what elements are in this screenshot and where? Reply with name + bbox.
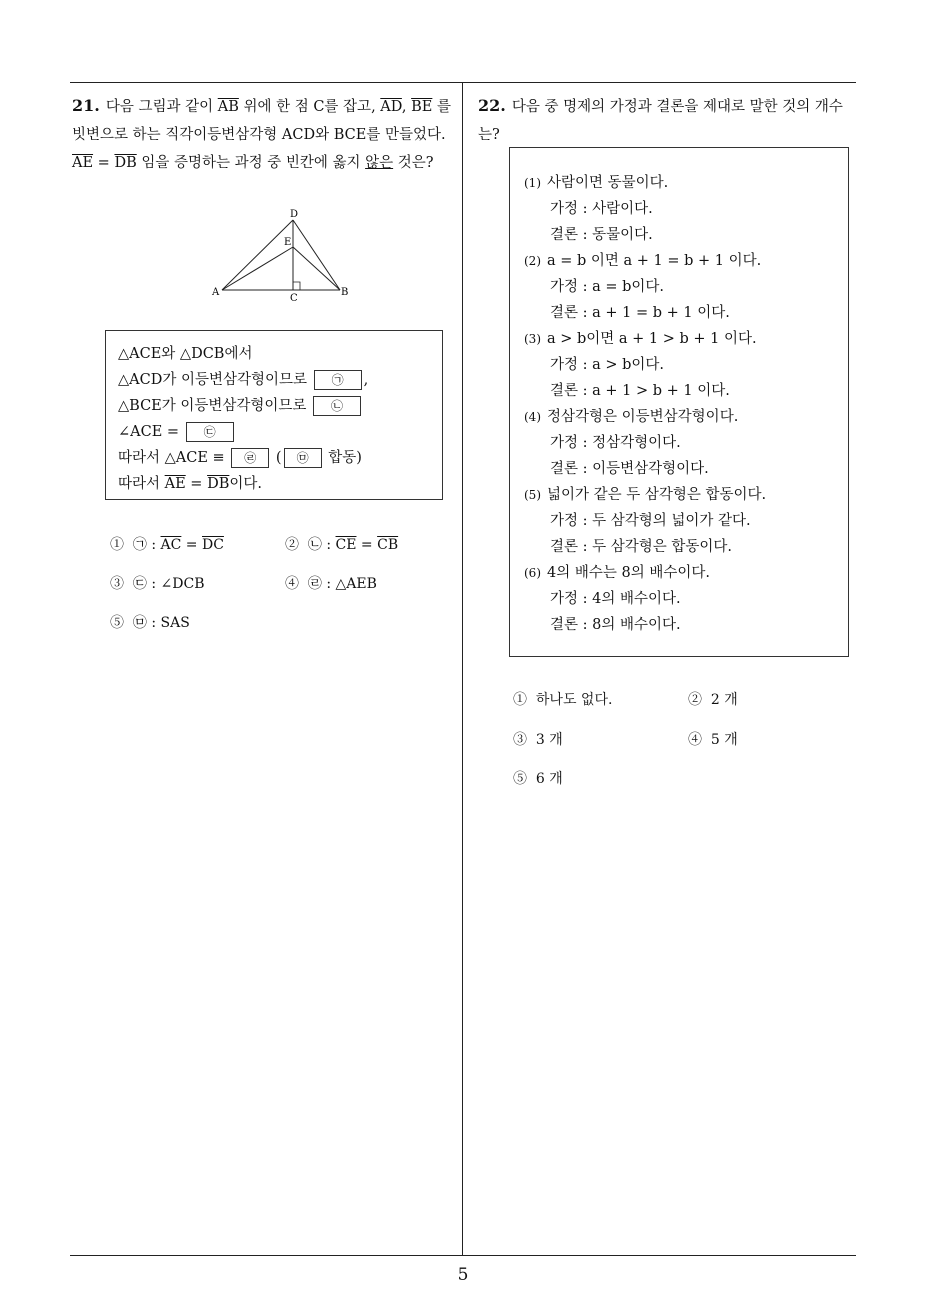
proof-line-3	[118, 393, 430, 419]
choice-4[interactable]	[285, 573, 377, 593]
label-c: C	[290, 293, 298, 304]
statement-4	[524, 404, 834, 482]
choice-text: ㉤ : SAS	[132, 615, 190, 631]
segment-ae: $\overline{AE}$	[164, 476, 186, 492]
choice-text: =	[356, 537, 378, 553]
choice-text: 2 개	[710, 692, 738, 708]
statement-3	[524, 326, 834, 404]
label-b: B	[341, 287, 349, 298]
blank-5: ㉤	[284, 448, 322, 468]
choice-text: ㉢ : ∠DCB	[132, 576, 205, 592]
q21-text: ,	[401, 99, 412, 115]
choice-mark: ④	[688, 732, 702, 748]
choice-mark: ⑤	[513, 771, 527, 787]
segment-db: $\overline{DB}$	[114, 155, 137, 171]
choice-text: 5 개	[710, 732, 738, 748]
statement-number: (3)	[524, 332, 541, 346]
proof-line-5: 따라서 △ACE ≡ ㉣ ( ㉤ 합동)	[118, 450, 362, 466]
label-e: E	[284, 237, 292, 248]
segment-dc: $\overline{DC}$	[202, 537, 224, 553]
bottom-rule	[70, 1255, 856, 1256]
proof-line-1: △ACE와 △DCB에서	[118, 346, 253, 362]
label-a: A	[212, 287, 220, 298]
triangle-figure	[205, 205, 355, 305]
question-21	[72, 92, 457, 177]
statement-hypothesis: 가정 : 사람이다.	[550, 201, 653, 217]
question-22	[478, 92, 863, 149]
statement-conclusion: 결론 : a + 1 > b + 1 이다.	[550, 383, 730, 399]
choice-1[interactable]	[110, 534, 224, 554]
statement-main: a = b 이면 a + 1 = b + 1 이다.	[547, 253, 762, 269]
choice-mark: ③	[513, 732, 527, 748]
proof-text: =	[185, 476, 208, 492]
proof-line-6	[118, 471, 430, 497]
statement-conclusion: 결론 : 두 삼각형은 합동이다.	[550, 539, 733, 555]
choice-mark: ④	[285, 576, 299, 592]
choice-text: 3 개	[535, 732, 563, 748]
choice-text: 하나도 없다.	[535, 692, 613, 708]
proof-text: ∠ACE =	[118, 424, 184, 440]
statement-hypothesis: 가정 : 4의 배수이다.	[550, 591, 681, 607]
underlined-word: 않은	[365, 155, 394, 171]
proof-text: 따라서 △ACE ≡	[118, 450, 230, 466]
q21-text: 다음 그림과 같이	[105, 99, 218, 115]
column-divider	[462, 82, 463, 1255]
statement-hypothesis: 가정 : 정삼각형이다.	[550, 435, 681, 451]
statement-main: 사람이면 동물이다.	[547, 175, 669, 191]
proof-text: △BCE가 이등변삼각형이므로	[118, 398, 312, 414]
choice-5[interactable]	[513, 768, 563, 788]
choice-text: 6 개	[535, 771, 563, 787]
choice-text: ㉣ : △AEB	[307, 576, 377, 592]
statement-conclusion: 결론 : 동물이다.	[550, 227, 653, 243]
statement-main: a > b이면 a + 1 > b + 1 이다.	[547, 331, 757, 347]
question-number: 21.	[72, 96, 100, 115]
statement-number: (1)	[524, 176, 541, 190]
choice-mark: ⑤	[110, 615, 124, 631]
choice-mark: ③	[110, 576, 124, 592]
proof-text: 이다.	[229, 476, 262, 492]
choice-3[interactable]	[110, 573, 204, 593]
statement-hypothesis: 가정 : a = b이다.	[550, 279, 665, 295]
statement-2	[524, 248, 834, 326]
choice-2[interactable]	[688, 689, 738, 709]
page-number: 5	[457, 1265, 469, 1285]
choice-text: ㉠ :	[132, 537, 161, 553]
proof-line-2: △ACD가 이등변삼각형이므로 ㉠ ,	[118, 372, 369, 388]
choice-text: ㉡ :	[307, 537, 336, 553]
choice-text: =	[181, 537, 202, 553]
statement-5	[524, 482, 834, 560]
q21-text: 위에 한 점 C를 잡고,	[238, 99, 381, 115]
statement-main: 넓이가 같은 두 삼각형은 합동이다.	[547, 487, 767, 503]
q21-text: 를 빗변으로 하는 직각이등변삼각형 ACD와 BCE를 만들었다.	[72, 99, 451, 143]
segment-cb: $\overline{CB}$	[377, 537, 399, 553]
q22-text: 다음 중 명제의 가정과 결론을 제대로 말한 것의 개수는?	[478, 99, 843, 143]
statement-conclusion: 결론 : 8의 배수이다.	[550, 617, 681, 633]
blank-3: ㉢	[186, 422, 234, 442]
q21-text: =	[93, 155, 115, 171]
statement-hypothesis: 가정 : 두 삼각형의 넓이가 같다.	[550, 513, 751, 529]
statement-main: 4의 배수는 8의 배수이다.	[547, 565, 710, 581]
segment-db: $\overline{DB}$	[207, 476, 230, 492]
proof-line-4	[118, 419, 430, 445]
choice-3[interactable]	[513, 729, 563, 749]
q21-text: 임을 증명하는 과정 중 빈칸에 옳지	[136, 155, 366, 171]
segment-ae: $\overline{AE}$	[72, 155, 94, 171]
blank-1: ㉠	[314, 370, 362, 390]
blank-2: ㉡	[313, 396, 361, 416]
statement-conclusion: 결론 : 이등변삼각형이다.	[550, 461, 709, 477]
statement-1	[524, 170, 834, 248]
segment-ce: $\overline{CE}$	[335, 537, 357, 553]
statement-hypothesis: 가정 : a > b이다.	[550, 357, 665, 373]
segment-ad: $\overline{AD}$	[380, 99, 402, 115]
choice-mark: ②	[285, 537, 299, 553]
segment-be: $\overline{BE}$	[411, 99, 433, 115]
segment-ac: $\overline{AC}$	[160, 537, 182, 553]
choice-4[interactable]	[688, 729, 738, 749]
statements-box	[509, 147, 849, 657]
proof-text: 따라서	[118, 476, 165, 492]
statement-number: (2)	[524, 254, 541, 268]
proof-box	[105, 330, 443, 500]
top-rule	[70, 82, 856, 83]
choice-mark: ①	[110, 537, 124, 553]
proof-text: 합동)	[323, 450, 362, 466]
label-d: D	[290, 209, 299, 220]
statement-main: 정삼각형은 이등변삼각형이다.	[547, 409, 739, 425]
q21-text: 것은?	[393, 155, 434, 171]
statement-conclusion: 결론 : a + 1 = b + 1 이다.	[550, 305, 730, 321]
statement-number: (6)	[524, 566, 541, 580]
choice-1[interactable]	[513, 689, 612, 709]
statement-number: (4)	[524, 410, 541, 424]
question-number: 22.	[478, 96, 506, 115]
choice-5[interactable]	[110, 612, 190, 632]
choice-mark: ①	[513, 692, 527, 708]
choice-2[interactable]	[285, 534, 398, 554]
statement-6	[524, 560, 834, 638]
choice-mark: ②	[688, 692, 702, 708]
segment-ab: $\overline{AB}$	[217, 99, 239, 115]
proof-text: △ACD가 이등변삼각형이므로	[118, 372, 312, 388]
blank-4: ㉣	[231, 448, 269, 468]
statement-number: (5)	[524, 488, 541, 502]
